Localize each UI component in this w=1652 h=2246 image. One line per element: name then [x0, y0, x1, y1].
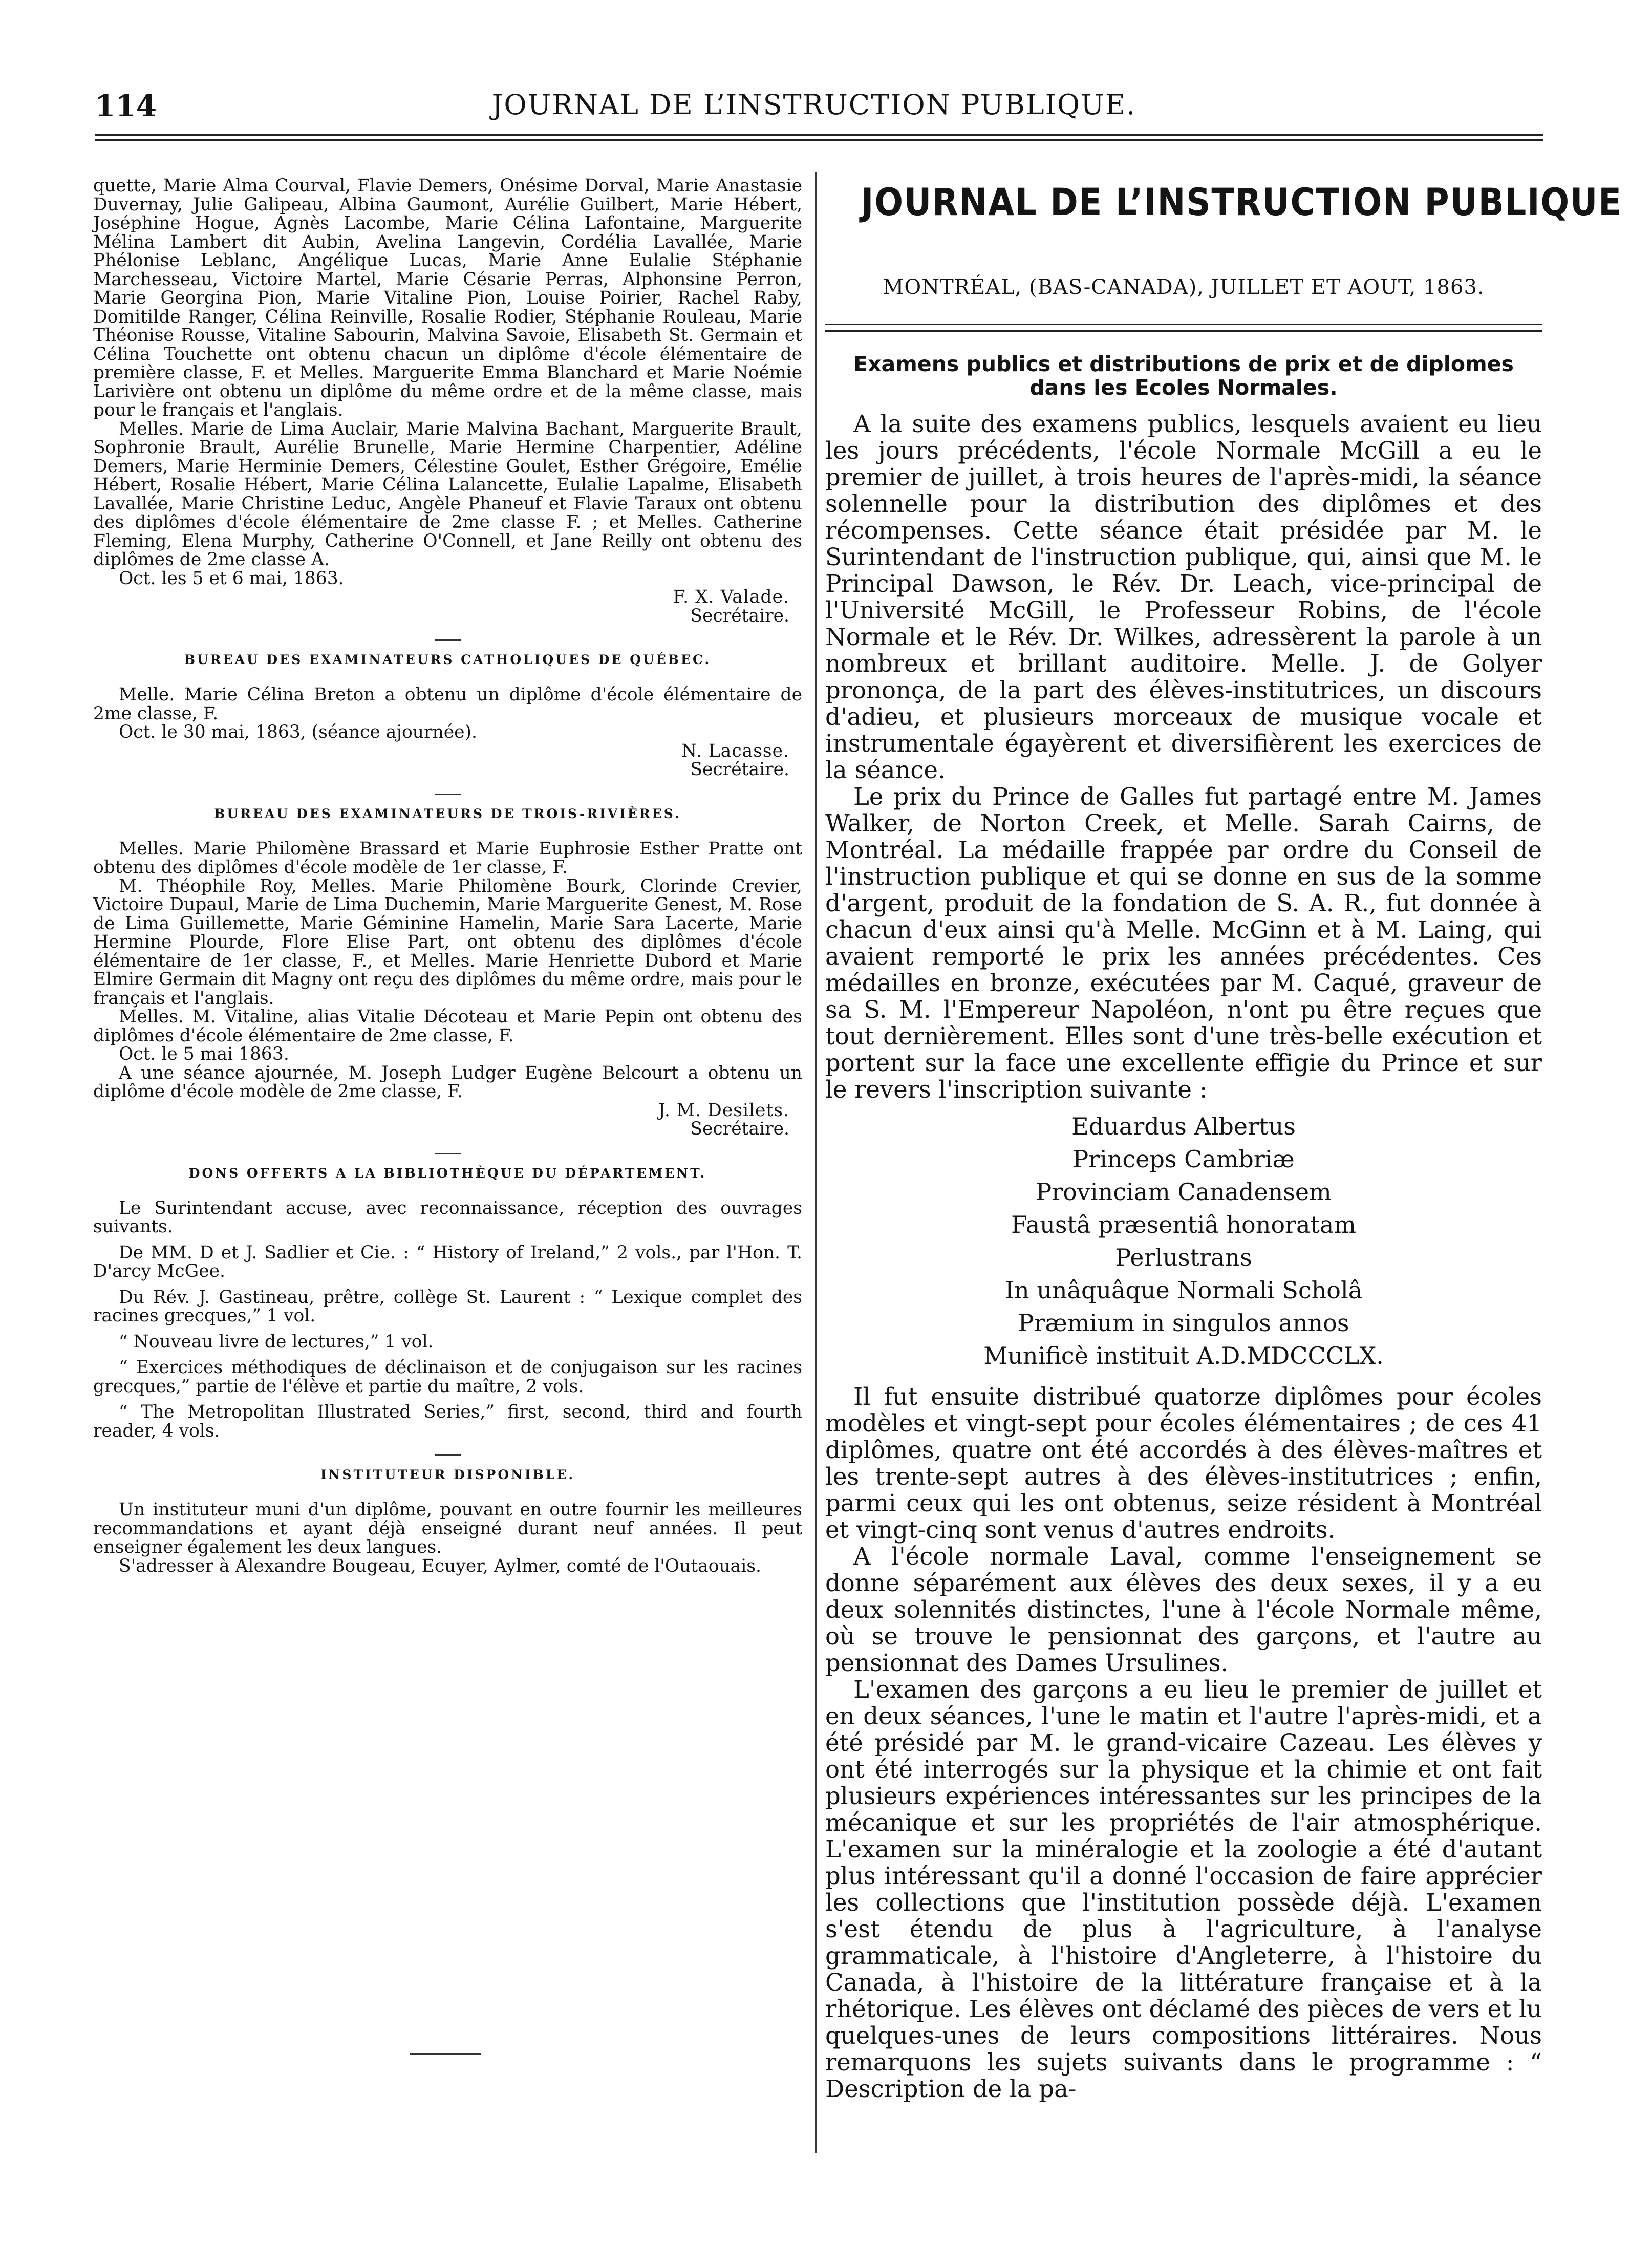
- teacher-available-block: [93, 1501, 802, 1575]
- page-number: 114: [95, 89, 157, 123]
- inscription-line: Faustâ præsentiâ honoratam: [1011, 1211, 1356, 1238]
- inscription-line: Præmium in singulos annos: [1018, 1309, 1349, 1337]
- paragraph: “ The Metropolitan Illustrated Series,” first, second, third and fourth reader, 4 vols.: [93, 1402, 802, 1441]
- separator-rule: [435, 1153, 461, 1154]
- paragraph: Du Rév. J. Gastineau, prêtre, collège St. Laurent : “ Lexique complet des racines grecques,” 1 vol.: [93, 1287, 802, 1326]
- paragraph: A la suite des examens publics, lesquels avaient eu lieu les jours précédents, l'école Normale McGill a eu le premier de juillet, à trois heures de l'après-midi, la séance solennelle pour la distribution des diplômes et des récompenses. Cette séance était présidée par M. le Surintendant de l'instruction publique, qui, ainsi que M. le Principal Dawson, le Rév. Dr. Leach, vice-principal de l'Université McGill, le Professeur Robins, de l'école Normale et le Rév. Dr. Wilkes, adressèrent la parole à un nombreux et brillant auditoire. Melle. J. de Golyer prononça, de la part des élèves-institutrices, un discours d'adieu, et plusieurs morceaux de musique vocale et instrumentale égayèrent et diversifièrent les exercices de la séance.: [825, 410, 1542, 784]
- section-heading-quebec: BUREAU DES EXAMINATEURS CATHOLIQUES DE QUÉBEC.: [184, 652, 712, 667]
- paragraph: Oct. les 5 et 6 mai, 1863.: [119, 568, 344, 589]
- signature-title: Secrétaire.: [690, 759, 789, 780]
- paragraph: S'adresser à Alexandre Bougeau, Ecuyer, Aylmer, comté de l'Outaouais.: [119, 1555, 761, 1576]
- paragraph: Le prix du Prince de Galles fut partagé entre M. James Walker, de Norton Creek, et Melle. Sarah Cairns, de Montréal. La médaille frappée par ordre du Conseil de l'instruction publique et qui se donne en sus de la somme d'argent, produit de la fondation de S. A. R., fut donnée à chacun d'eux ainsi qu'à Melle. McGinn et à M. Laing, qui avaient remporté le prix les années précédentes. Ces médailles en bronze, exécutées par M. Caqué, graveur de sa S. M. l'Empereur Napoléon, n'ont pu être reçues que tout dernièrement. Elles sont d'une très-belle exécution et portent sur la face une excellente effigie du Prince et sur le revers l'inscription suivante :: [825, 783, 1542, 1103]
- examiners-trois-rivieres-block: [93, 840, 802, 1139]
- medal-inscription: [825, 1110, 1542, 1372]
- right-column: [825, 177, 1622, 2103]
- signature-name: J. M. Desilets.: [658, 1100, 789, 1121]
- paragraph: “ Exercices méthodiques de déclinaison et de conjugaison sur les racines grecques,” partie de l'élève et partie du maître, 2 vols.: [93, 1357, 802, 1397]
- signature-name: F. X. Valade.: [673, 587, 789, 607]
- paragraph: L'examen des garçons a eu lieu le premier de juillet et en deux séances, l'une le matin et l'autre l'après-midi, et a été présidé par M. le grand-vicaire Cazeau. Les élèves y ont été interrogés sur la physique et la chimie et ont fait plusieurs expériences intéressantes sur les principes de la mécanique et sur les propriétés de l'air atmosphérique. L'examen sur la minéralogie et la zoologie a été d'autant plus intéressant qu'il a donné l'occasion de faire apprécier les collections que l'institution possède déjà. L'examen s'est étendu de plus à l'agriculture, à l'analyse grammaticale, à l'histoire d'Angleterre, à l'histoire du Canada, à l'histoire de la littérature française et à la rhétorique. Les élèves ont déclamé des pièces de vers et lu quelques-unes de leurs compositions littéraires. Nous remarquons les sujets suivants dans le programme : “ Description de la pa-: [825, 1676, 1542, 2103]
- paragraph: Melles. M. Vitaline, alias Vitalie Décoteau et Marie Pepin ont obtenu des diplômes d'école élémentaire de 2me classe, F.: [93, 1007, 802, 1046]
- paragraph: Melles. Marie Philomène Brassard et Marie Euphrosie Esther Pratte ont obtenu des diplômes d'école modèle de 1er classe, F.: [93, 838, 802, 878]
- paragraph: Oct. le 5 mai 1863.: [119, 1044, 289, 1064]
- paragraph: quette, Marie Alma Courval, Flavie Demers, Onésime Dorval, Marie Anastasie Duvernay, Julie Galipeau, Albina Gaumont, Aurélie Guilbert, Marie Hébert, Joséphine Hogue, Agnès Lacombe, Marie Célina Lafontaine, Marguerite Mélina Lambert dit Aubin, Avelina Langevin, Cordélia Lavallée, Marie Phélonise Leblanc, Angélique Lucas, Marie Anne Eulalie Stéphanie Marchesseau, Victoire Martel, Marie Césarie Perras, Alphonsine Perron, Marie Georgina Pion, Marie Vitaline Pion, Louise Poirier, Rachel Raby, Domitilde Ranger, Célina Reinville, Rosalie Rodier, Stéphanie Rouleau, Marie Théonise Rousse, Vitaline Sabourin, Malvina Savoie, Elisabeth St. Germain et Célina Touchette ont obtenu chacun un diplôme d'école élémentaire de première classe, F. et Melles. Marguerite Emma Blanchard et Marie Noémie Larivière ont obtenu un diplôme du même ordre et de la même classe, mais pour le français et l'anglais.: [93, 176, 802, 420]
- page-header: [90, 84, 1538, 131]
- masthead-rule: [825, 324, 1542, 332]
- section-heading-library: DONS OFFERTS A LA BIBLIOTHÈQUE DU DÉPARTEMENT.: [188, 1165, 707, 1181]
- separator-rule: [435, 794, 461, 795]
- running-title: JOURNAL DE L’INSTRUCTION PUBLIQUE.: [491, 89, 1136, 121]
- paragraph: Il fut ensuite distribué quatorze diplômes pour écoles modèles et vingt-sept pour écoles élémentaires ; de ces 41 diplômes, quatre ont été accordés à des élèves-maîtres et les trente-sept autres à des élèves-institutrices ; enfin, parmi ceux qui les ont obtenus, seize résident à Montréal et vingt-cinq sont venus d'autres endroits.: [825, 1383, 1542, 1544]
- section-heading-trois-rivieres: BUREAU DES EXAMINATEURS DE TROIS-RIVIÈRES.: [214, 806, 681, 821]
- separator-rule: [435, 639, 461, 641]
- inscription-line: Eduardus Albertus: [1071, 1113, 1296, 1140]
- masthead-title: JOURNAL DE L’INSTRUCTION PUBLIQUE: [861, 181, 1622, 224]
- signature-title: Secrétaire.: [690, 1119, 789, 1139]
- paragraph: Melle. Marie Célina Breton a obtenu un diplôme d'école élémentaire de 2me classe, F.: [93, 685, 802, 724]
- library-donations-block: [93, 1199, 802, 1441]
- article-body-continued: [825, 1383, 1542, 2102]
- paragraph: M. Théophile Roy, Melles. Marie Philomène Bourk, Clorinde Crevier, Victoire Dupaul, Marie de Lima Duchemin, Marie Marguerite Genest, M. Rose de Lima Guillemette, Marie Géminine Hamelin, Marie Sara Lacerte, Marie Hermine Plourde, Flore Elise Part, ont obtenu des diplômes d'école élémentaire de 1er classe, F., et Melles. Marie Henriette Dubord et Marie Elmire Germain dit Magny ont reçu des diplômes du même ordre, mais pour le français et l'anglais.: [93, 875, 802, 1009]
- paragraph: Melles. Marie de Lima Auclair, Marie Malvina Bachant, Marguerite Brault, Sophronie Brault, Aurélie Brunelle, Marie Hermine Charpentier, Adéline Demers, Marie Herminie Demers, Célestine Goulet, Esther Grégoire, Emélie Hébert, Rosalie Hébert, Marie Célina Lalancette, Eulalie Lapalme, Elisabeth Lavallée, Marie Christine Leduc, Angèle Phaneuf et Flavie Taraux ont obtenu des diplômes d'école élémentaire de 2me classe F. ; et Melles. Catherine Fleming, Elena Murphy, Catherine O'Connell, et Jane Reilly ont obtenu des diplômes de 2me classe A.: [93, 418, 802, 570]
- inscription-line: Munificè instituit A.D.MDCCCLX.: [983, 1342, 1384, 1370]
- header-rule: [95, 134, 1543, 141]
- inscription-line: Provinciam Canadensem: [1036, 1178, 1332, 1206]
- end-rule: [410, 2053, 481, 2055]
- paragraph: De MM. D et J. Sadlier et Cie. : “ History of Ireland,” 2 vols., par l'Hon. T. D'arcy McGee.: [93, 1242, 802, 1281]
- paragraph: Oct. le 30 mai, 1863, (séance ajournée).: [119, 722, 477, 742]
- column-divider: [815, 172, 817, 2153]
- signature-title: Secrétaire.: [690, 605, 789, 626]
- paragraph: Le Surintendant accuse, avec reconnaissance, réception des ouvrages suivants.: [93, 1197, 802, 1237]
- dateline: MONTRÉAL, (BAS-CANADA), JUILLET ET AOUT, 1863.: [883, 275, 1485, 299]
- article-body: [825, 411, 1542, 1103]
- examiners-quebec-block: [93, 686, 802, 779]
- signature-name: N. Lacasse.: [681, 740, 789, 761]
- separator-rule: [435, 1454, 461, 1456]
- paragraph: “ Nouveau livre de lectures,” 1 vol.: [119, 1331, 434, 1352]
- left-column: [93, 177, 802, 1575]
- section-heading-teacher: INSTITUTEUR DISPONIBLE.: [320, 1467, 575, 1482]
- examiners-montreal-block: [93, 177, 802, 625]
- paragraph: A l'école normale Laval, comme l'enseignement se donne séparément aux élèves des deux sexes, il y a eu deux solennités distinctes, l'une à l'école Normale même, où se trouve le pensionnat des garçons, et l'autre au pensionnat des Dames Ursulines.: [825, 1543, 1542, 1677]
- paragraph: Un instituteur muni d'un diplôme, pouvant en outre fournir les meilleures recommandations et ayant déjà enseigné durant neuf années. Il peut enseigner également les deux langues.: [93, 1500, 802, 1557]
- paragraph: A une séance ajournée, M. Joseph Ludger Eugène Belcourt a obtenu un diplôme d'école modèle de 2me classe, F.: [93, 1062, 802, 1102]
- inscription-line: Perlustrans: [1115, 1244, 1252, 1271]
- article-title: Examens publics et distributions de prix et de diplomes dans les Ecoles Normales.: [853, 352, 1514, 400]
- inscription-line: Princeps Cambriæ: [1072, 1145, 1295, 1173]
- inscription-line: In unâquâque Normali Scholâ: [1004, 1276, 1363, 1304]
